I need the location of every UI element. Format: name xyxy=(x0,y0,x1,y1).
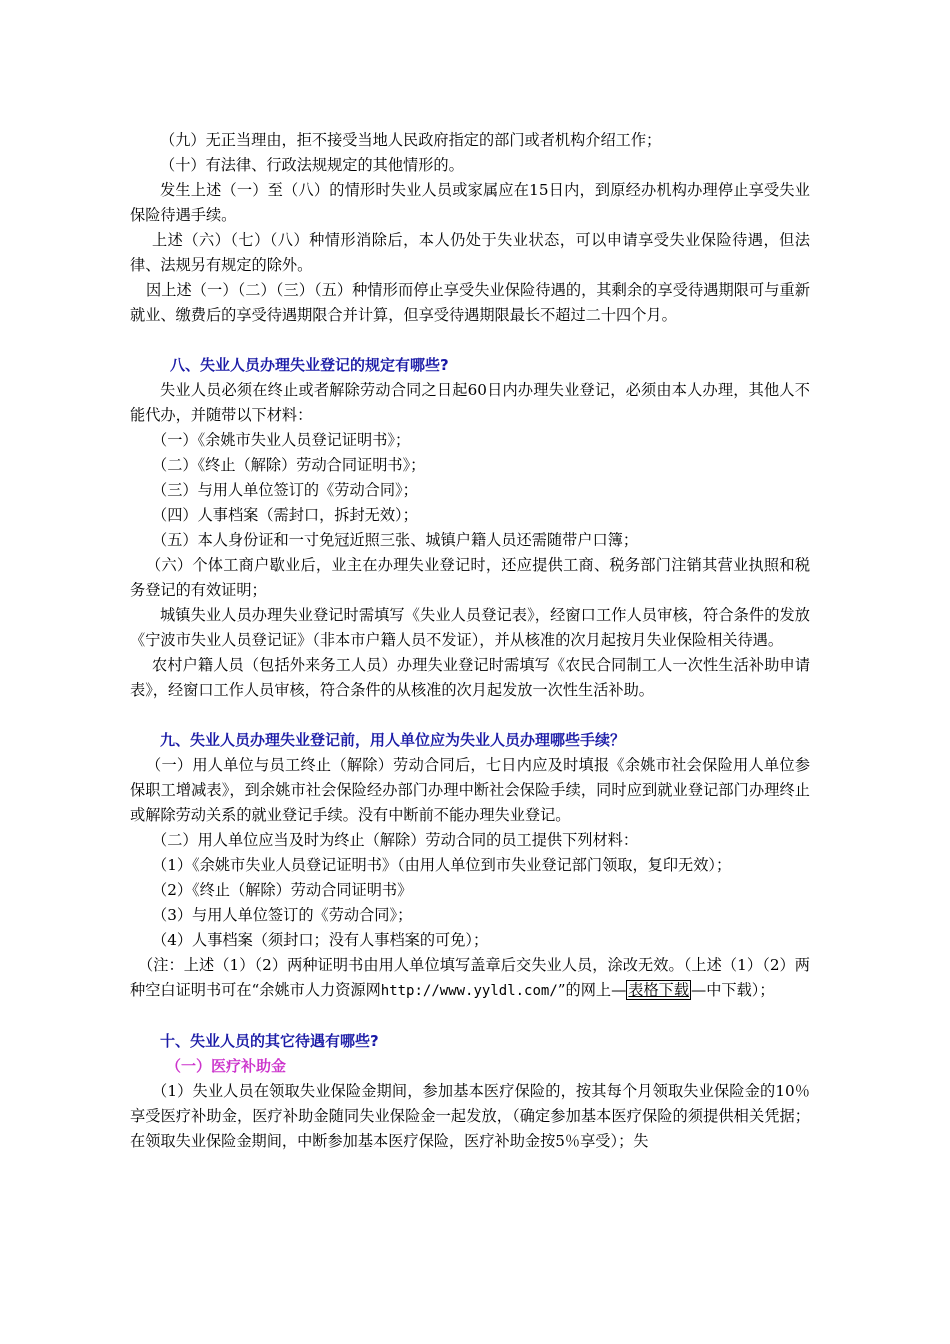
paragraph-remaining-period: 因上述（一）（二）（三）（五）种情形而停止享受失业保险待遇的，其剩余的享受待遇期限可与重新就业、缴费后的享受待遇期限合并计算，但享受待遇期限最长不超过二十四个月。 xyxy=(130,281,810,324)
section-8-item: （四）人事档案（需封口，拆封无效）； xyxy=(152,506,418,524)
website-url: http://www.yyldl.com/ xyxy=(380,983,558,999)
paragraph-item-10: （十）有法律、行政法规规定的其他情形的。 xyxy=(160,156,464,174)
section-8-item: （一）《余姚市失业人员登记证明书》； xyxy=(152,431,411,449)
section-8-item: （三）与用人单位签订的《劳动合同》； xyxy=(152,481,418,499)
spacer xyxy=(130,703,810,728)
section-10-p1: （1）失业人员在领取失业保险金期间，参加基本医疗保险的，按其每个月领取失业保险金的10％享受医疗补助金，医疗补助金随同失业保险金一起发放，（确定参加基本医疗保险的须提供相关凭据；在领取失业保险金期间，中断参加基本医疗保险，医疗补助金按5％享受）；失 xyxy=(130,1082,810,1150)
spacer xyxy=(130,1004,810,1029)
section-9-item: （2）《终止（解除）劳动合同证明书》 xyxy=(152,881,413,899)
paragraph-resume-benefits: 上述（六）（七）（八）种情形消除后，本人仍处于失业状态，可以申请享受失业保险待遇，但法律、法规另有规定的除外。 xyxy=(130,231,810,274)
note-text: （注：上述（1）（2）两种证明书由用人单位填写盖章后交失业人员，涂改无效。（上述（1）（2）两种空白证明书可在“余姚市人力资源网 xyxy=(130,956,810,999)
section-8-heading: 八、失业人员办理失业登记的规定有哪些? xyxy=(170,356,449,374)
section-10-subheading: （一）医疗补助金 xyxy=(166,1057,287,1075)
section-9-note xyxy=(130,953,810,1004)
section-8-item: （二）《终止（解除）劳动合同证明书》； xyxy=(152,456,426,474)
section-8-rural: 农村户籍人员（包括外来务工人员）办理失业登记时需填写《农民合同制工人一次性生活补助申请表》，经窗口工作人员审核，符合条件的从核准的次月起发放一次性生活补助。 xyxy=(130,656,810,699)
section-9-heading: 九、失业人员办理失业登记前，用人单位应为失业人员办理哪些手续？ xyxy=(160,731,626,749)
section-8-item: （五）本人身份证和一寸免冠近照三张、城镇户籍人员还需随带户口簿； xyxy=(152,531,638,549)
form-download-link[interactable]: 表格下载 xyxy=(628,981,690,999)
section-9-item: （3）与用人单位签订的《劳动合同》； xyxy=(152,906,413,924)
paragraph-stop-procedure: 发生上述（一）至（八）的情形时失业人员或家属应在15日内，到原经办机构办理停止享受失业保险待遇手续。 xyxy=(130,181,810,224)
section-9-item: （1）《余姚市失业人员登记证明书》（由用人单位到市失业登记部门领取，复印无效）； xyxy=(152,856,732,874)
section-9-p2: （二）用人单位应当及时为终止（解除）劳动合同的员工提供下列材料： xyxy=(152,831,638,849)
note-text: ”的网上— xyxy=(557,981,627,999)
note-text: —中下载）； xyxy=(691,981,775,999)
section-9-item: （4）人事档案（须封口；没有人事档案的可免）； xyxy=(152,931,489,949)
section-8-intro: 失业人员必须在终止或者解除劳动合同之日起60日内办理失业登记，必须由本人办理，其他人不能代办，并随带以下材料： xyxy=(130,381,810,424)
section-9-p1: （一）用人单位与员工终止（解除）劳动合同后，七日内应及时填报《余姚市社会保险用人单位参保职工增减表》，到余姚市社会保险经办部门办理中断社会保险手续，同时应到就业登记部门办理终止或解除劳动关系的就业登记手续。没有中断前不能办理失业登记。 xyxy=(130,756,810,824)
document-page xyxy=(130,128,810,1154)
section-8-urban: 城镇失业人员办理失业登记时需填写《失业人员登记表》，经窗口工作人员审核，符合条件的发放《宁波市失业人员登记证》（非本市户籍人员不发证），并从核准的次月起按月失业保险相关待遇。 xyxy=(130,606,810,649)
section-10-heading: 十、失业人员的其它待遇有哪些? xyxy=(160,1032,379,1050)
paragraph-item-9: （九）无正当理由，拒不接受当地人民政府指定的部门或者机构介绍工作； xyxy=(160,131,662,149)
section-8-item: （六）个体工商户歇业后，业主在办理失业登记时，还应提供工商、税务部门注销其营业执照和税务登记的有效证明； xyxy=(130,556,810,599)
spacer xyxy=(130,328,810,353)
